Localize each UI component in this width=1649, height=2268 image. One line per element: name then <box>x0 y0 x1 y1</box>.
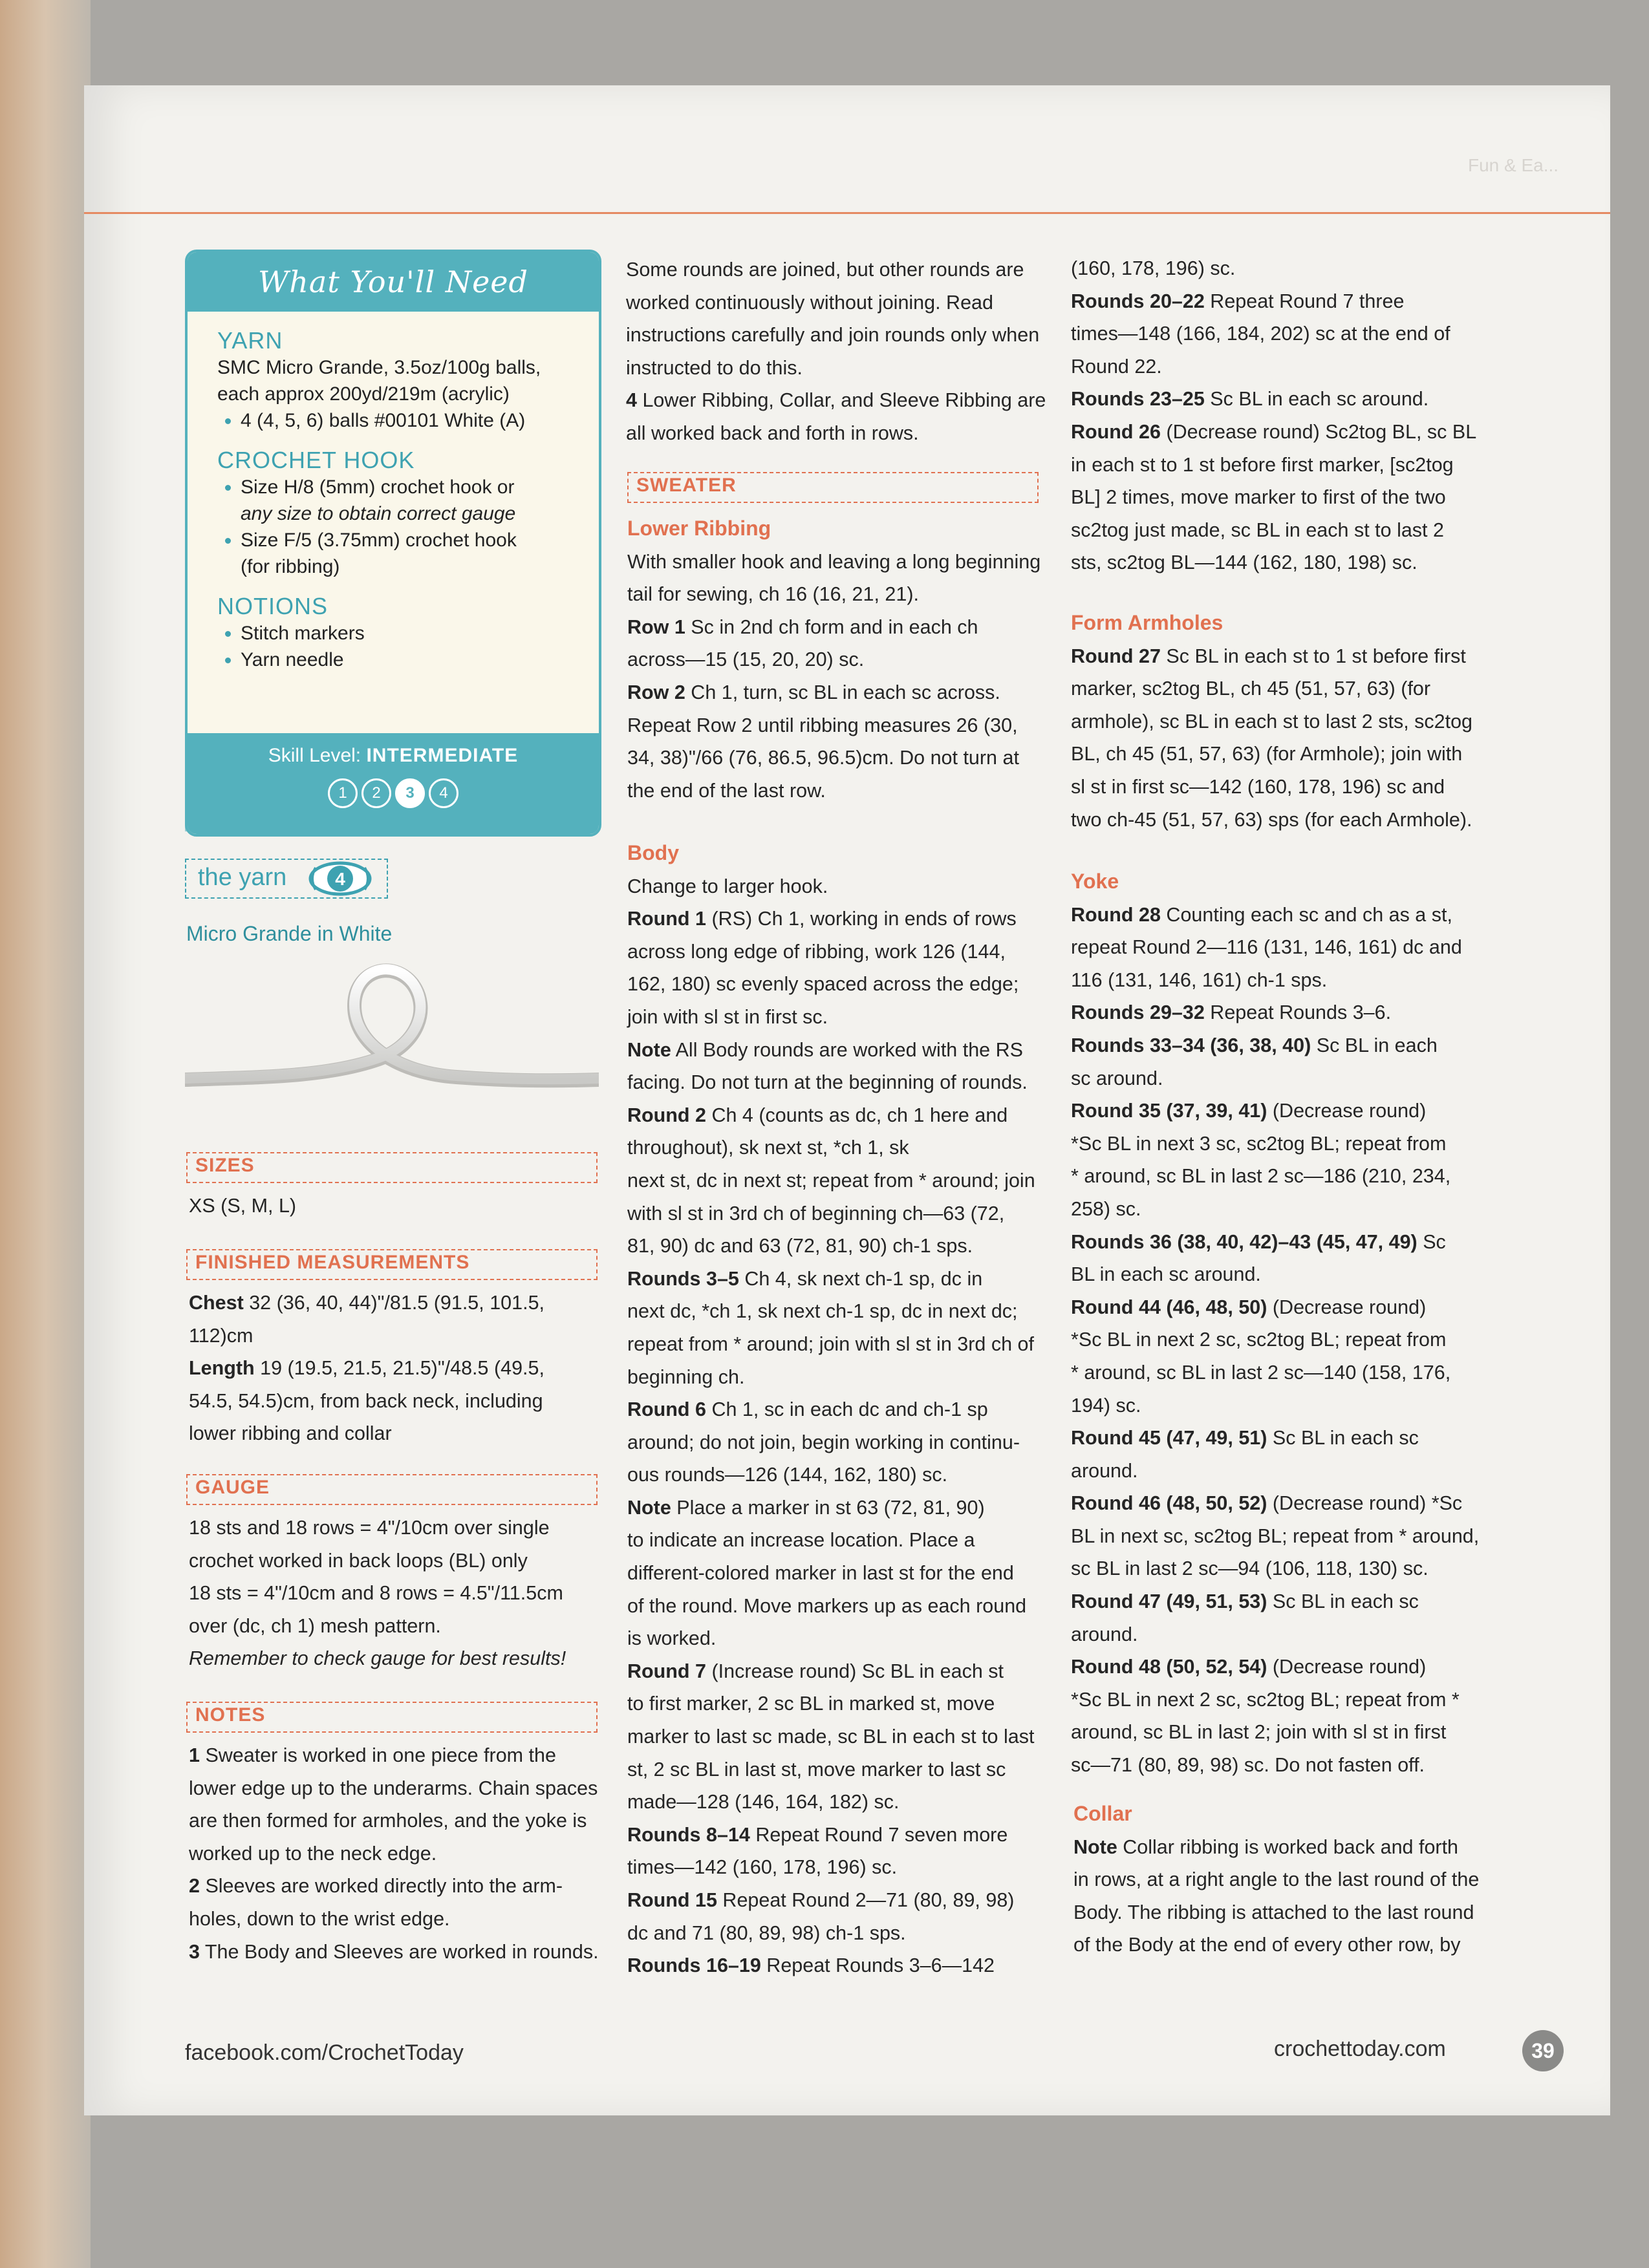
form-armholes-text <box>1071 606 1472 836</box>
intro-line: Some rounds are joined, but other rounds are <box>626 259 1024 281</box>
collar-note-line: of the Body at the end of every other row, by <box>1073 1934 1461 1956</box>
round-46-line: BL in next sc, sc2tog BL; repeat from * around, <box>1071 1524 1480 1547</box>
note-number: 4 <box>626 389 637 412</box>
round-7-line: st, 2 sc BL in last st, move marker to last sc <box>627 1758 1006 1781</box>
rounds-29-32-label: Rounds 29–32 <box>1071 1001 1205 1024</box>
round-26-line: sts, sc2tog BL—144 (162, 180, 198) sc. <box>1071 551 1417 574</box>
intro-text <box>626 253 1046 450</box>
rounds-23-25-label: Rounds 23–25 <box>1071 388 1205 411</box>
collar-note-line: in rows, at a right angle to the last round of the <box>1073 1868 1480 1891</box>
finished-measurements-text <box>189 1287 544 1450</box>
round-44-line: 194) sc. <box>1071 1394 1141 1417</box>
note-line: are then formed for armholes, and the yoke is <box>189 1810 587 1832</box>
round-27-line: Sc BL in each st to 1 st before first <box>1160 645 1466 667</box>
rounds-3-5-line: repeat from * around; join with sl st in 3rd ch of <box>627 1332 1034 1355</box>
round-28-label: Round 28 <box>1071 903 1161 926</box>
intro-line: instructed to do this. <box>626 356 803 379</box>
yarn-section-title: YARN <box>217 327 283 354</box>
note-number: 1 <box>189 1744 200 1766</box>
rounds-3-5-line: next dc, *ch 1, sk next ch-1 sp, dc in next dc; <box>627 1300 1018 1323</box>
round-35-line: * around, sc BL in last 2 sc—186 (210, 234, <box>1071 1165 1451 1188</box>
sizes-tag: SIZES <box>186 1152 598 1183</box>
skill-level-value: INTERMEDIATE <box>366 745 519 766</box>
note-line: The Body and Sleeves are worked in rounds. <box>199 1940 599 1963</box>
round-45-label: Round 45 (47, 49, 51) <box>1071 1427 1267 1450</box>
rounds-8-14-line: Repeat Round 7 seven more <box>749 1823 1008 1846</box>
notions-section-title: NOTIONS <box>217 593 329 619</box>
rounds-20-22-line: Round 22. <box>1071 355 1162 378</box>
skill-circle-active: 3 <box>395 778 425 808</box>
header-ghost-text: Fun & Ea... <box>1468 155 1559 175</box>
round-26-label: Round 26 <box>1071 420 1161 443</box>
rounds-8-14-line: times—142 (160, 178, 196) sc. <box>627 1856 898 1879</box>
round-35-line: (Decrease round) <box>1267 1100 1427 1122</box>
hook-list-item-2 <box>241 527 576 580</box>
notions-list <box>217 620 576 673</box>
round-47-line: around. <box>1071 1623 1138 1645</box>
note-number: 2 <box>189 1875 200 1898</box>
round-44-line: *Sc BL in next 2 sc, sc2tog BL; repeat from <box>1071 1329 1447 1351</box>
yoke-text <box>1071 865 1479 1782</box>
round-28-line: Counting each sc and ch as a st, <box>1160 903 1452 926</box>
round-7-line: to first marker, 2 sc BL in marked st, move <box>627 1693 995 1715</box>
yarn-weight-number: 4 <box>335 869 345 889</box>
yarn-name: Micro Grande in White <box>186 922 393 945</box>
rounds-16-19-label: Rounds 16–19 <box>627 1954 761 1977</box>
col3-upper-text <box>1071 252 1476 579</box>
round-46-line: sc BL in last 2 sc—94 (106, 118, 130) sc. <box>1071 1557 1428 1580</box>
rounds-16-19-line: Repeat Rounds 3–6—142 <box>760 1954 995 1977</box>
rounds-3-5-line: beginning ch. <box>627 1365 745 1388</box>
rounds-3-5-label: Rounds 3–5 <box>627 1267 739 1290</box>
body-line: Change to larger hook. <box>627 875 828 897</box>
chest-line: 112)cm <box>189 1324 253 1347</box>
skill-level-band <box>188 733 599 834</box>
row-2-line: Repeat Row 2 until ribbing measures 26 (30, <box>627 714 1018 736</box>
round-35-label: Round 35 (37, 39, 41) <box>1071 1100 1267 1122</box>
round-27-line: sl st in first sc—142 (160, 178, 196) sc and <box>1071 775 1445 798</box>
book-spine <box>0 0 91 2268</box>
length-line: 19 (19.5, 21.5, 21.5)"/48.5 (49.5, <box>254 1357 544 1380</box>
round-48-line: (Decrease round) <box>1267 1656 1427 1678</box>
round-6-label: Round 6 <box>627 1398 706 1421</box>
round-15-label: Round 15 <box>627 1889 717 1911</box>
note-line: Sweater is worked in one piece from the <box>199 1744 556 1766</box>
hook-item-2-line-a: Size F/5 (3.75mm) crochet hook <box>241 530 517 551</box>
footer-website-link[interactable]: crochettoday.com <box>1274 2037 1446 2061</box>
round-2-line: Ch 4 (counts as dc, ch 1 here and <box>706 1104 1008 1126</box>
length-line: lower ribbing and collar <box>189 1422 392 1445</box>
note-line: all worked back and forth in rows. <box>626 422 919 444</box>
rounds-33-34-line: sc around. <box>1071 1067 1163 1089</box>
round-1-label: Round 1 <box>627 908 706 930</box>
round-28-line: 116 (131, 146, 161) ch-1 sps. <box>1071 968 1328 991</box>
rounds-33-34-line: Sc BL in each <box>1311 1034 1438 1056</box>
page-number-badge: 39 <box>1522 2030 1564 2071</box>
row-2-line: Ch 1, turn, sc BL in each sc across. <box>685 681 1000 703</box>
note-line: lower edge up to the underarms. Chain spaces <box>189 1777 598 1799</box>
round-48-line: *Sc BL in next 2 sc, sc2tog BL; repeat from * <box>1071 1688 1460 1711</box>
rounds-3-5-line: Ch 4, sk next ch-1 sp, dc in <box>738 1267 983 1290</box>
round-6-line: Ch 1, sc in each dc and ch-1 sp <box>706 1398 988 1421</box>
yarn-weight-icon <box>307 861 374 896</box>
note-line: Sleeves are worked directly into the arm- <box>199 1875 563 1898</box>
row-2-label: Row 2 <box>627 681 685 703</box>
round-44-line: * around, sc BL in last 2 sc—140 (158, 176, <box>1071 1361 1451 1384</box>
sweater-tag: SWEATER <box>627 472 1039 503</box>
skill-level-indicator <box>188 778 599 808</box>
round-2-label: Round 2 <box>627 1104 706 1126</box>
the-yarn-label: the yarn <box>198 864 287 891</box>
gauge-line: crochet worked in back loops (BL) only <box>189 1549 528 1572</box>
round-2-line: 81, 90) dc and 63 (72, 81, 90) ch-1 sps. <box>627 1235 973 1257</box>
round-6-line: around; do not join, begin working in continu- <box>627 1431 1020 1453</box>
round-45-line: Sc BL in each sc <box>1267 1427 1419 1450</box>
note-line: Lower Ribbing, Collar, and Sleeve Ribbing are <box>636 389 1046 412</box>
round-26-line: (Decrease round) Sc2tog BL, sc BL <box>1160 420 1477 443</box>
round-6-line: ous rounds—126 (144, 162, 180) sc. <box>627 1464 948 1486</box>
round-47-line: Sc BL in each sc <box>1267 1590 1419 1613</box>
yarn-line-1: SMC Micro Grande, 3.5oz/100g balls, <box>217 357 541 378</box>
gauge-line: over (dc, ch 1) mesh pattern. <box>189 1614 441 1637</box>
hook-section-title: CROCHET HOOK <box>217 447 415 473</box>
round-27-line: armhole), sc BL in each st to last 2 sts, sc2tog <box>1071 710 1473 733</box>
gauge-tag: GAUGE <box>186 1474 598 1505</box>
gauge-text <box>189 1512 566 1675</box>
what-youll-need-box <box>185 250 601 837</box>
round-44-line: (Decrease round) <box>1267 1296 1427 1318</box>
body-text <box>627 837 1035 1982</box>
header-rule <box>84 212 1610 214</box>
rounds-8-14-label: Rounds 8–14 <box>627 1823 750 1846</box>
rounds-20-22-line: Repeat Round 7 three <box>1204 290 1405 312</box>
box-stitch-edge <box>185 821 596 831</box>
ribbing-line: tail for sewing, ch 16 (16, 21, 21). <box>627 583 919 606</box>
round-7-line: (Increase round) Sc BL in each st <box>706 1660 1004 1682</box>
round-44-label: Round 44 (46, 48, 50) <box>1071 1296 1267 1318</box>
lower-ribbing-text <box>627 512 1040 807</box>
body-note-line: facing. Do not turn at the beginning of rounds. <box>627 1071 1028 1094</box>
chest-line: 32 (36, 40, 44)"/81.5 (91.5, 101.5, <box>243 1292 545 1314</box>
note-number: 3 <box>189 1940 200 1963</box>
collar-heading: Collar <box>1073 1802 1132 1825</box>
yarn-list-item: • 4 (4, 5, 6) balls #00101 White (A) <box>241 407 576 434</box>
round-48-line: around, sc BL in last 2; join with sl st in first <box>1071 1721 1447 1744</box>
round-35-line: 258) sc. <box>1071 1197 1141 1220</box>
rounds-29-32-line: Repeat Rounds 3–6. <box>1204 1001 1392 1024</box>
round-27-line: two ch-45 (51, 57, 63) sps (for each Armhole). <box>1071 808 1472 831</box>
skill-level-prefix: Skill Level: <box>268 745 367 766</box>
hook-item-2-line-b: (for ribbing) <box>241 556 340 577</box>
collar-text <box>1073 1797 1479 1962</box>
chest-label: Chest <box>189 1292 244 1314</box>
continued-line: (160, 178, 196) sc. <box>1071 257 1236 279</box>
round-1-line: across long edge of ribbing, work 126 (144, <box>627 940 1006 963</box>
round-48-line: sc—71 (80, 89, 98) sc. Do not fasten off. <box>1071 1754 1425 1777</box>
marker-note-line: to indicate an increase location. Place a <box>627 1529 975 1552</box>
gauge-line: 18 sts and 18 rows = 4"/10cm over single <box>189 1517 550 1539</box>
round-47-label: Round 47 (49, 51, 53) <box>1071 1590 1267 1613</box>
form-armholes-heading: Form Armholes <box>1071 611 1223 634</box>
round-7-label: Round 7 <box>627 1660 706 1682</box>
collar-note-line: Collar ribbing is worked back and forth <box>1117 1835 1459 1858</box>
row-1-line: across—15 (15, 20, 20) sc. <box>627 648 865 671</box>
marker-note-line: Place a marker in st 63 (72, 81, 90) <box>671 1496 985 1519</box>
marker-note-line: different-colored marker in last st for the end <box>627 1562 1014 1585</box>
marker-note-line: is worked. <box>627 1627 717 1650</box>
yarn-list <box>217 407 576 434</box>
body-note-line: All Body rounds are worked with the RS <box>671 1038 1023 1061</box>
rounds-36-43-line: Sc <box>1417 1230 1446 1253</box>
round-27-line: marker, sc2tog BL, ch 45 (51, 57, 63) (for <box>1071 678 1431 700</box>
body-heading: Body <box>627 841 679 864</box>
yarn-line-2: each approx 200yd/219m (acrylic) <box>217 383 510 405</box>
round-2-line: next st, dc in next st; repeat from * around; join <box>627 1169 1035 1192</box>
rounds-36-43-line: BL in each sc around. <box>1071 1263 1261 1286</box>
rounds-33-34-label: Rounds 33–34 (36, 38, 40) <box>1071 1034 1311 1056</box>
round-46-label: Round 46 (48, 50, 52) <box>1071 1492 1267 1515</box>
footer-facebook-link[interactable]: facebook.com/CrochetToday <box>185 2040 464 2065</box>
notes-text <box>189 1739 599 1968</box>
rounds-20-22-line: times—148 (166, 184, 202) sc at the end of <box>1071 323 1450 345</box>
marker-note-label: Note <box>627 1496 671 1519</box>
length-line: 54.5, 54.5)cm, from back neck, including <box>189 1389 543 1412</box>
length-label: Length <box>189 1357 255 1380</box>
hook-list-item-1 <box>241 474 576 527</box>
rounds-36-43-label: Rounds 36 (38, 40, 42)–43 (45, 47, 49) <box>1071 1230 1417 1253</box>
skill-circle: 2 <box>361 778 391 808</box>
notions-list-item: • Stitch markers <box>241 620 576 647</box>
gauge-line: 18 sts = 4"/10cm and 8 rows = 4.5"/11.5cm <box>189 1582 563 1605</box>
note-line: worked up to the neck edge. <box>189 1842 437 1865</box>
marker-note-line: of the round. Move markers up as each round <box>627 1594 1027 1617</box>
hook-list <box>217 474 576 580</box>
gauge-reminder: Remember to check gauge for best results! <box>189 1647 566 1670</box>
yoke-heading: Yoke <box>1071 870 1119 893</box>
row-1-line: Sc in 2nd ch form and in each ch <box>685 615 978 638</box>
ribbing-line: With smaller hook and leaving a long beginning <box>627 550 1041 573</box>
round-28-line: repeat Round 2—116 (131, 146, 161) dc and <box>1071 936 1462 959</box>
need-box-body <box>188 312 599 673</box>
round-15-line: Repeat Round 2—71 (80, 89, 98) <box>717 1889 1015 1911</box>
notes-tag: NOTES <box>186 1702 598 1733</box>
round-45-line: around. <box>1071 1459 1138 1482</box>
round-15-line: dc and 71 (80, 89, 98) ch-1 sps. <box>627 1921 906 1944</box>
hook-item-1-line-a: Size H/8 (5mm) crochet hook or <box>241 476 515 498</box>
the-yarn-tag <box>185 859 388 899</box>
round-2-line: with sl st in 3rd ch of beginning ch—63 (72, <box>627 1202 1005 1225</box>
need-box-title: What You'll Need <box>188 252 599 312</box>
round-26-line: sc2tog just made, sc BL in each st to last 2 <box>1071 519 1444 541</box>
body-note-label: Note <box>627 1038 671 1061</box>
round-1-line: (RS) Ch 1, working in ends of rows <box>706 908 1017 930</box>
skill-circle: 4 <box>429 778 458 808</box>
skill-circle: 1 <box>328 778 358 808</box>
yarn-strand-image <box>185 950 599 1106</box>
rounds-20-22-label: Rounds 20–22 <box>1071 290 1205 312</box>
notions-list-item: • Yarn needle <box>241 647 576 673</box>
collar-note-line: Body. The ribbing is attached to the last round <box>1073 1901 1474 1923</box>
collar-note-label: Note <box>1073 1835 1117 1858</box>
round-27-label: Round 27 <box>1071 645 1161 667</box>
skill-level-line <box>188 733 599 767</box>
round-26-line: in each st to 1 st before first marker, [sc2tog <box>1071 453 1454 476</box>
round-1-line: join with sl st in first sc. <box>627 1005 828 1028</box>
round-27-line: BL, ch 45 (51, 57, 63) (for Armhole); join with <box>1071 743 1463 765</box>
round-7-line: made—128 (146, 164, 182) sc. <box>627 1791 900 1813</box>
round-2-line: throughout), sk next st, *ch 1, sk <box>627 1137 909 1159</box>
lower-ribbing-heading: Lower Ribbing <box>627 517 771 540</box>
round-48-label: Round 48 (50, 52, 54) <box>1071 1656 1267 1678</box>
round-26-line: BL] 2 times, move marker to first of the two <box>1071 486 1446 509</box>
round-46-line: (Decrease round) *Sc <box>1267 1492 1463 1515</box>
round-35-line: *Sc BL in next 3 sc, sc2tog BL; repeat from <box>1071 1132 1447 1155</box>
sizes-text: XS (S, M, L) <box>189 1195 297 1217</box>
row-2-line: the end of the last row. <box>627 779 826 802</box>
hook-item-1-line-b: any size to obtain correct gauge <box>241 503 516 524</box>
row-2-line: 34, 38)"/66 (76, 86.5, 96.5)cm. Do not turn at <box>627 747 1019 769</box>
intro-line: worked continuously without joining. Read <box>626 291 993 314</box>
rounds-23-25-line: Sc BL in each sc around. <box>1204 388 1429 411</box>
finished-measurements-tag: FINISHED MEASUREMENTS <box>186 1249 598 1280</box>
note-line: holes, down to the wrist edge. <box>189 1907 450 1930</box>
intro-line: instructions carefully and join rounds only when <box>626 324 1040 347</box>
round-1-line: 162, 180) sc evenly spaced across the edge; <box>627 973 1019 996</box>
row-1-label: Row 1 <box>627 615 685 638</box>
round-7-line: marker to last sc made, sc BL in each st to last <box>627 1726 1035 1748</box>
